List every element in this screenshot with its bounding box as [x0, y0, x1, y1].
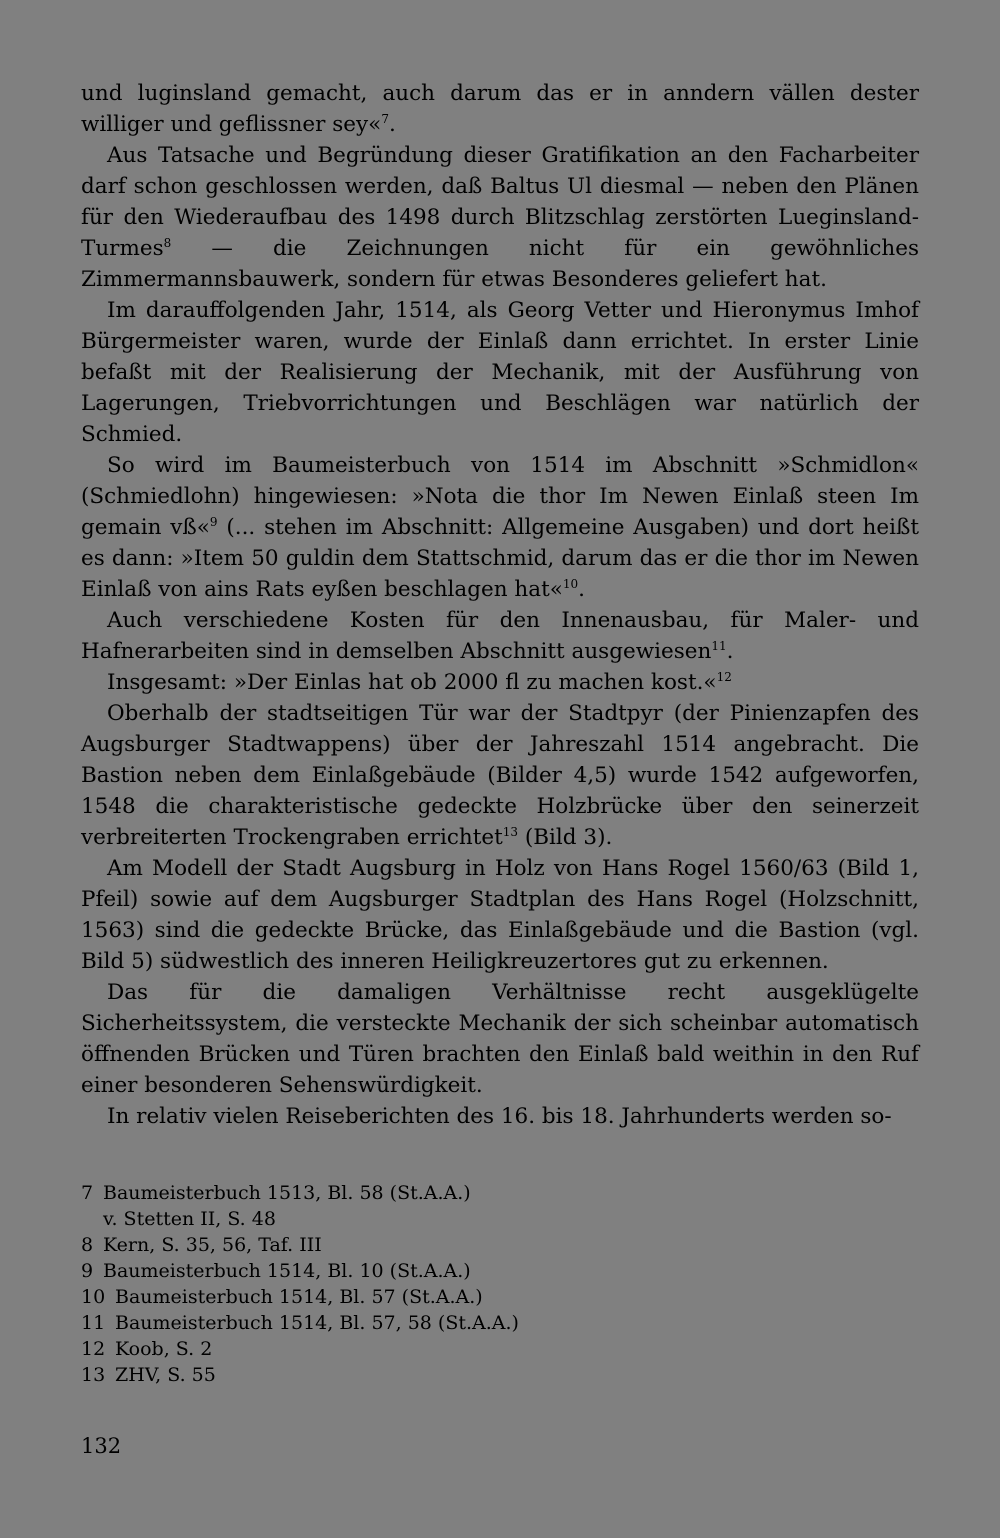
footnote-number: 13	[81, 1364, 106, 1386]
paragraph-text: In relativ vielen Reiseberichten des 16. bis 18. Jahrhunderts werden so-	[107, 1104, 892, 1129]
footnote-reference: 10	[562, 576, 579, 591]
footnote-reference: 13	[502, 824, 519, 839]
paragraph	[81, 698, 919, 853]
footnote-text: Kern, S. 35, 56, Taf. III	[103, 1234, 322, 1256]
paragraph-text: (Bild 3).	[518, 825, 613, 850]
footnote	[81, 1310, 919, 1336]
footnote-reference: 8	[163, 235, 172, 250]
paragraph-text: Auch verschiedene Kosten für den Innenausbau, für Maler- und Hafnerarbeiten sind in demselben Abschnitt ausgewiesen	[81, 608, 919, 664]
paragraph	[81, 450, 919, 605]
footnote-number: 12	[81, 1338, 106, 1360]
paragraph-text: Am Modell der Stadt Augsburg in Holz von Hans Rogel 1560/63 (Bild 1, Pfeil) sowie auf dem Augsburger Stadtplan des Hans Rogel (Holzschnitt, 1563) sind die gedeckte Brücke, das Einlaßgebäude und die Bastion (vgl. Bild 5) südwestlich des inneren Heiligkreuzertores gut zu erkennen.	[81, 856, 919, 974]
paragraph	[81, 1101, 919, 1132]
paragraph-text: So wird im Baumeisterbuch von 1514 im Abschnitt »Schmidlon« (Schmiedlohn) hingewiesen: »Nota die thor Im Newen Einlaß steen Im gemain vß«	[81, 453, 919, 540]
footnote-number: 9	[81, 1260, 94, 1282]
footnote-text: ZHV, S. 55	[115, 1364, 216, 1386]
footnote	[81, 1284, 919, 1310]
footnote	[81, 1258, 919, 1284]
paragraph-text: .	[578, 577, 585, 602]
paragraph	[81, 140, 919, 295]
paragraph	[81, 977, 919, 1101]
footnote	[81, 1232, 919, 1258]
footnote-reference: 11	[711, 638, 727, 653]
paragraph	[81, 78, 919, 140]
footnote-text: Baumeisterbuch 1514, Bl. 57 (St.A.A.)	[115, 1286, 483, 1308]
footnote-text: v. Stetten II, S. 48	[103, 1208, 276, 1230]
paragraph-text: .	[726, 639, 734, 664]
paragraph	[81, 667, 919, 698]
paragraph-text: Oberhalb der stadtseitigen Tür war der Stadtpyr (der Pinienzapfen des Augsburger Stadtwappens) über der Jahreszahl 1514 angebracht. Die Bastion neben dem Einlaßgebäude (Bilder 4,5) wurde 1542 aufgeworfen, 1548 die charakteristische gedeckte Holzbrücke über den seinerzeit verbreiterten Trockengraben errichtet	[81, 701, 919, 850]
footnote-text: Baumeisterbuch 1514, Bl. 10 (St.A.A.)	[103, 1260, 471, 1282]
paragraph	[81, 605, 919, 667]
paragraph-text: Im darauffolgenden Jahr, 1514, als Georg Vetter und Hieronymus Imhof Bürgermeister waren, wurde der Einlaß dann errichtet. In erster Linie befaßt mit der Realisierung der Mechanik, mit der Ausführung von Lagerungen, Triebvorrichtungen und Beschlägen war natürlich der Schmied.	[81, 298, 919, 447]
footnote-reference: 9	[209, 514, 218, 529]
footnote-reference: 12	[716, 669, 732, 684]
footnote-number: 11	[81, 1312, 106, 1334]
footnote-number: 10	[81, 1286, 106, 1308]
paragraph-text: Aus Tatsache und Begründung dieser Gratifikation an den Facharbeiter darf schon geschlossen werden, daß Baltus Ul diesmal — neben den Plänen für den Wiederaufbau des 1498 durch Blitzschlag zerstörten Lueginsland-Turmes	[81, 143, 919, 261]
footnote-text: Koob, S. 2	[115, 1338, 213, 1360]
footnote	[81, 1180, 919, 1206]
body-text	[81, 78, 919, 1132]
paragraph-text: Insgesamt: »Der Einlas hat ob 2000 fl zu machen kost.«	[107, 670, 717, 695]
paragraph-text: und luginsland gemacht, auch darum das er in anndern vällen dester williger und geflissner sey«	[81, 81, 919, 137]
paragraph-text: Das für die damaligen Verhältnisse recht ausgeklügelte Sicherheitssystem, die versteckte Mechanik der sich scheinbar automatisch öffnenden Brücken und Türen brachten den Einlaß bald weithin in den Ruf einer besonderen Sehenswürdigkeit.	[81, 980, 919, 1098]
paragraph-text: (... stehen im Abschnitt: Allgemeine Ausgaben) und dort heißt es dann: »Item 50 guldin dem Stattschmid, darum das er die thor im Newen Einlaß von ains Rats eyßen beschlagen hat«	[81, 515, 919, 602]
footnote-reference: 7	[381, 111, 389, 126]
paragraph-text: — die Zeichnungen nicht für ein gewöhnliches Zimmermannsbauwerk, sondern für etwas Besonderes geliefert hat.	[81, 236, 919, 292]
page-number: 132	[81, 1434, 122, 1458]
footnote-number: 8	[81, 1234, 94, 1256]
paragraph-text: .	[388, 112, 396, 137]
footnote-number: 7	[81, 1182, 94, 1204]
footnote	[81, 1206, 919, 1232]
footnote-text: Baumeisterbuch 1513, Bl. 58 (St.A.A.)	[103, 1182, 471, 1204]
footnote	[81, 1336, 919, 1362]
footnotes	[81, 1180, 919, 1388]
footnote-text: Baumeisterbuch 1514, Bl. 57, 58 (St.A.A.)	[115, 1312, 519, 1334]
paragraph	[81, 853, 919, 977]
footnote	[81, 1362, 919, 1388]
paragraph	[81, 295, 919, 450]
